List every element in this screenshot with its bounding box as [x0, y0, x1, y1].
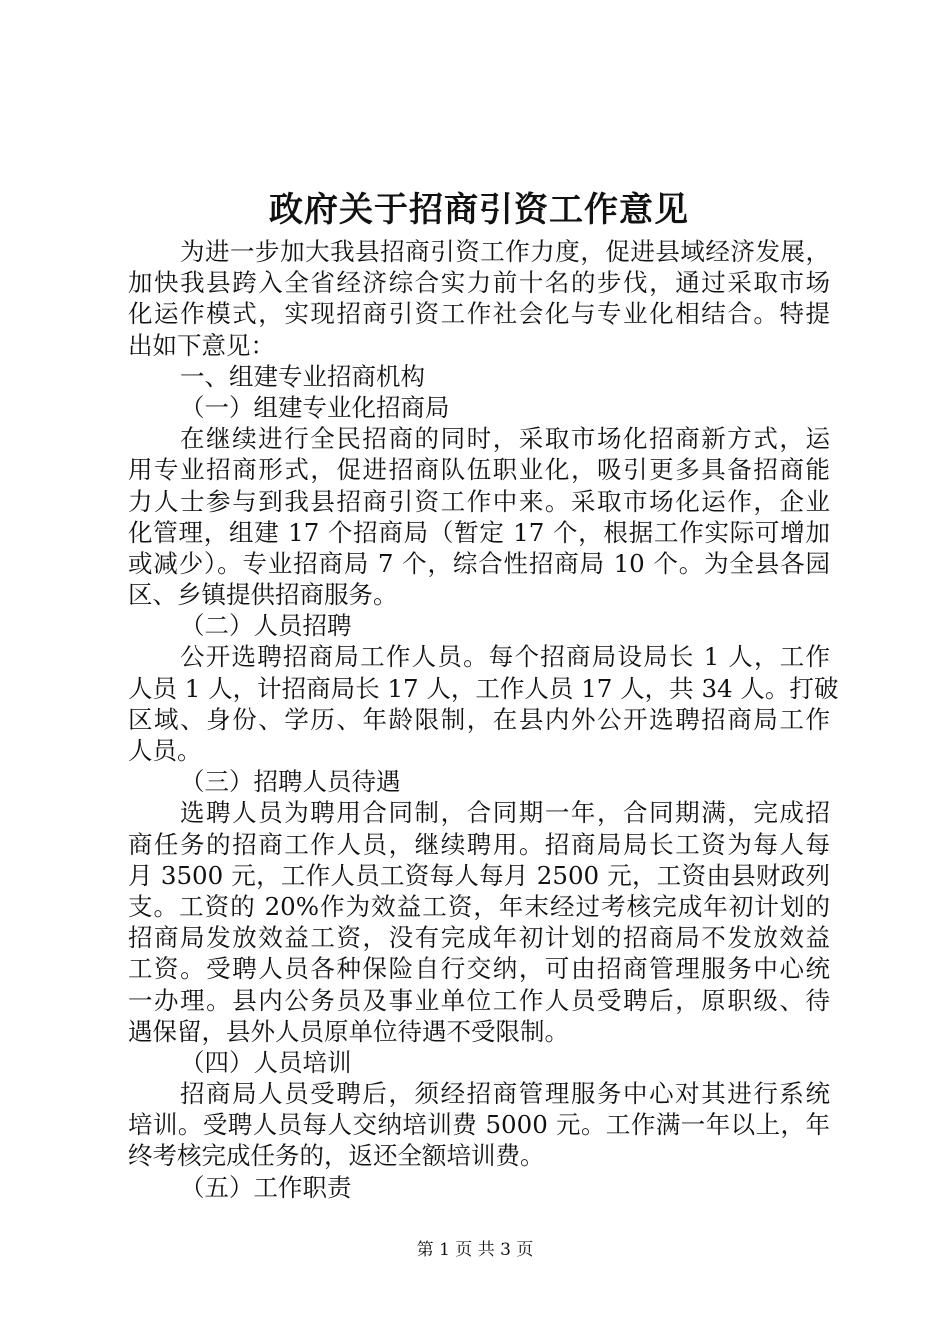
paragraph-line: 公开选聘招商局工作人员。每个招商局设局长 1 人，工作 — [180, 642, 830, 672]
paragraph-line: 在继续进行全民招商的同时，采取市场化招商新方式，运 — [180, 424, 830, 454]
paragraph-line: 区、乡镇提供招商服务。 — [128, 580, 398, 610]
paragraph-line: 终考核完成任务的，返还全额培训费。 — [128, 1141, 545, 1171]
paragraph-line: 或减少）。专业招商局 7 个，综合性招商局 10 个。为全县各园 — [128, 548, 830, 578]
paragraph-line: 支。工资的 20%作为效益工资，年末经过考核完成年初计划的 — [128, 891, 830, 921]
paragraph-line: 选聘人员为聘用合同制，合同期一年，合同期满，完成招 — [180, 798, 830, 828]
document-body — [128, 186, 839, 1203]
subsection-heading: （四）人员培训 — [180, 1047, 352, 1077]
section-heading: 一、组建专业招商机构 — [180, 361, 425, 391]
subsection-heading: （五）工作职责 — [180, 1172, 352, 1202]
document-title: 政府关于招商引资工作意见 — [269, 190, 689, 230]
paragraph-line: 一办理。县内公务员及事业单位工作人员受聘后，原职级、待 — [128, 985, 830, 1015]
paragraph-line: 加快我县跨入全省经济综合实力前十名的步伐，通过采取市场 — [128, 268, 830, 298]
paragraph-line: 为进一步加大我县招商引资工作力度，促进县域经济发展， — [180, 237, 830, 266]
page-footer: 第 1 页 共 3 页 — [416, 1240, 534, 1260]
subsection-heading: （一）组建专业化招商局 — [180, 392, 450, 422]
subsection-heading: （三）招聘人员待遇 — [180, 767, 401, 797]
paragraph-line: 商任务的招商工作人员，继续聘用。招商局局长工资为每人每 — [128, 829, 830, 859]
paragraph-line: 出如下意见： — [128, 330, 275, 360]
subsection-heading: （二）人员招聘 — [180, 611, 352, 641]
paragraph-line: 用专业招商形式，促进招商队伍职业化，吸引更多具备招商能 — [128, 455, 830, 485]
paragraph-line: 区域、身份、学历、年龄限制，在县内外公开选聘招商局工作 — [128, 704, 830, 734]
paragraph-line: 化管理，组建 17 个招商局（暂定 17 个，根据工作实际可增加 — [128, 517, 830, 547]
paragraph-line: 招商局发放效益工资，没有完成年初计划的招商局不发放效益 — [128, 923, 830, 953]
paragraph-line: 招商局人员受聘后，须经招商管理服务中心对其进行系统 — [180, 1079, 830, 1109]
paragraph-line: 遇保留，县外人员原单位待遇不受限制。 — [128, 1016, 569, 1046]
paragraph-line: 化运作模式，实现招商引资工作社会化与专业化相结合。特提 — [128, 299, 830, 329]
paragraph-line: 人员。 — [128, 736, 202, 765]
paragraph-line: 培训。受聘人员每人交纳培训费 5000 元。工作满一年以上，年 — [128, 1110, 830, 1140]
paragraph-line: 月 3500 元，工作人员工资每人每月 2500 元，工资由县财政列 — [128, 860, 830, 890]
paragraph-line: 力人士参与到我县招商引资工作中来。采取市场化运作，企业 — [128, 486, 830, 516]
paragraph-line: 人员 1 人，计招商局长 17 人，工作人员 17 人，共 34 人。打破 — [128, 673, 839, 703]
paragraph-line: 工资。受聘人员各种保险自行交纳，可由招商管理服务中心统 — [128, 954, 830, 984]
